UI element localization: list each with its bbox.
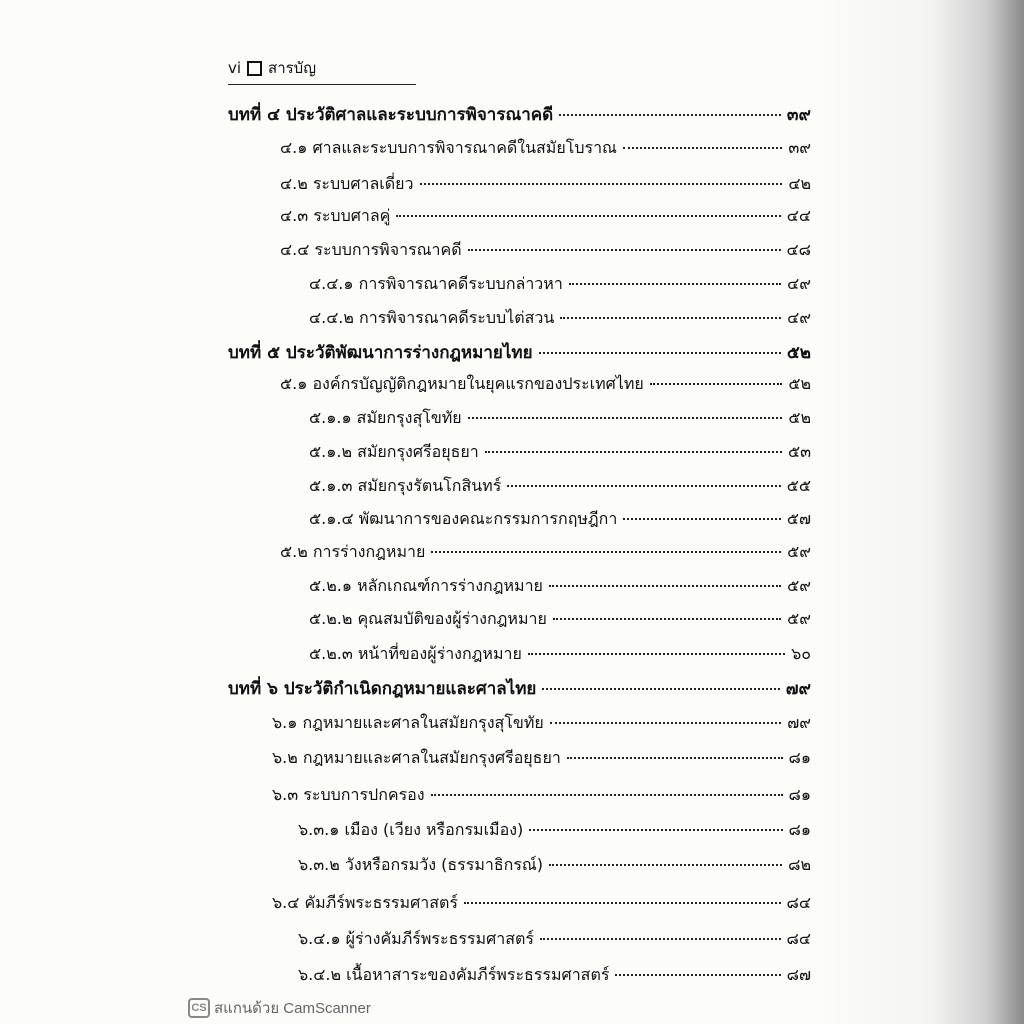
toc-entry: ๖.๓ ระบบการปกครอง ๘๑ bbox=[272, 785, 811, 804]
dot-leader bbox=[550, 722, 781, 724]
dot-leader bbox=[623, 518, 781, 520]
toc-entry: ๖.๔.๑ ผู้ร่างคัมภีร์พระธรรมศาสตร์ ๘๔ bbox=[298, 929, 811, 948]
dot-leader bbox=[567, 757, 783, 759]
toc-entry: ๔.๓ ระบบศาลคู่ ๔๔ bbox=[280, 206, 811, 225]
toc-entry: ๔.๔ ระบบการพิจารณาคดี ๔๘ bbox=[280, 240, 811, 259]
toc-entry: ๖.๓.๑ เมือง (เวียง หรือกรมเมือง) ๘๑ bbox=[298, 820, 811, 839]
dot-leader bbox=[540, 938, 781, 940]
dot-leader bbox=[431, 794, 783, 796]
watermark-text: สแกนด้วย CamScanner bbox=[214, 1000, 371, 1017]
toc-chapter-4: บทที่ ๔ ประวัติศาลและระบบการพิจารณาคดี ๓๙ bbox=[228, 105, 811, 125]
dot-leader bbox=[420, 183, 783, 185]
dot-leader bbox=[528, 653, 785, 655]
toc-entry: ๖.๑ กฎหมายและศาลในสมัยกรุงสุโขทัย ๗๙ bbox=[272, 713, 811, 732]
dot-leader bbox=[468, 417, 783, 419]
toc-entry: ๔.๔.๑ การพิจารณาคดีระบบกล่าวหา ๔๙ bbox=[309, 274, 811, 293]
dot-leader bbox=[464, 902, 781, 904]
toc-entry: ๕.๒.๑ หลักเกณฑ์การร่างกฎหมาย ๕๙ bbox=[309, 576, 811, 595]
toc-entry: ๖.๔ คัมภีร์พระธรรมศาสตร์ ๘๔ bbox=[272, 893, 811, 912]
dot-leader bbox=[650, 383, 783, 385]
toc-entry: ๔.๒ ระบบศาลเดี่ยว ๔๒ bbox=[280, 174, 811, 193]
toc-chapter-6: บทที่ ๖ ประวัติกำเนิดกฎหมายและศาลไทย ๗๙ bbox=[228, 679, 811, 699]
toc-entry: ๕.๒.๓ หน้าที่ของผู้ร่างกฎหมาย ๖๐ bbox=[309, 644, 811, 663]
dot-leader bbox=[507, 485, 780, 487]
page-number-roman: vi bbox=[228, 59, 242, 77]
toc-entry: ๕.๑.๑ สมัยกรุงสุโขทัย ๕๒ bbox=[309, 408, 811, 427]
dot-leader bbox=[549, 864, 782, 866]
toc-entry: ๕.๒.๒ คุณสมบัติของผู้ร่างกฎหมาย ๕๙ bbox=[309, 609, 811, 628]
dot-leader bbox=[431, 551, 781, 553]
dot-leader bbox=[560, 317, 781, 319]
toc-entry: ๔.๑ ศาลและระบบการพิจารณาคดีในสมัยโบราณ ๓๙ bbox=[280, 138, 811, 157]
scanner-watermark bbox=[188, 996, 371, 1020]
toc-entry: ๕.๒ การร่างกฎหมาย ๕๙ bbox=[280, 542, 811, 561]
dot-leader bbox=[623, 147, 782, 149]
dot-leader bbox=[615, 974, 780, 976]
square-bullet-icon bbox=[247, 61, 262, 76]
toc-entry: ๕.๑.๒ สมัยกรุงศรีอยุธยา ๕๓ bbox=[309, 442, 811, 461]
header-title: สารบัญ bbox=[268, 59, 316, 77]
camscanner-logo-icon: CS bbox=[188, 998, 210, 1018]
dot-leader bbox=[559, 114, 781, 116]
toc-entry: ๕.๑.๔ พัฒนาการของคณะกรรมการกฤษฎีกา ๕๗ bbox=[309, 509, 811, 528]
toc-chapter-5: บทที่ ๕ ประวัติพัฒนาการร่างกฎหมายไทย ๕๒ bbox=[228, 343, 811, 363]
toc-entry: ๕.๑ องค์กรบัญญัติกฎหมายในยุคแรกของประเทศไทย ๕๒ bbox=[280, 374, 811, 393]
dot-leader bbox=[542, 688, 779, 690]
dot-leader bbox=[553, 618, 781, 620]
dot-leader bbox=[549, 585, 781, 587]
dot-leader bbox=[468, 249, 781, 251]
toc-entry: ๔.๔.๒ การพิจารณาคดีระบบไต่สวน ๔๙ bbox=[309, 308, 811, 327]
dot-leader bbox=[396, 215, 780, 217]
toc-entry: ๕.๑.๓ สมัยกรุงรัตนโกสินทร์ ๕๕ bbox=[309, 476, 811, 495]
dot-leader bbox=[539, 352, 781, 354]
page-header bbox=[228, 56, 416, 85]
toc-entry: ๖.๓.๒ วังหรือกรมวัง (ธรรมาธิกรณ์) ๘๒ bbox=[298, 855, 811, 874]
toc-entry: ๖.๔.๒ เนื้อหาสาระของคัมภีร์พระธรรมศาสตร์ ๘๗ bbox=[298, 965, 811, 984]
dot-leader bbox=[485, 451, 782, 453]
dot-leader bbox=[569, 283, 781, 285]
dot-leader bbox=[529, 829, 782, 831]
toc-entry: ๖.๒ กฎหมายและศาลในสมัยกรุงศรีอยุธยา ๘๑ bbox=[272, 748, 811, 767]
